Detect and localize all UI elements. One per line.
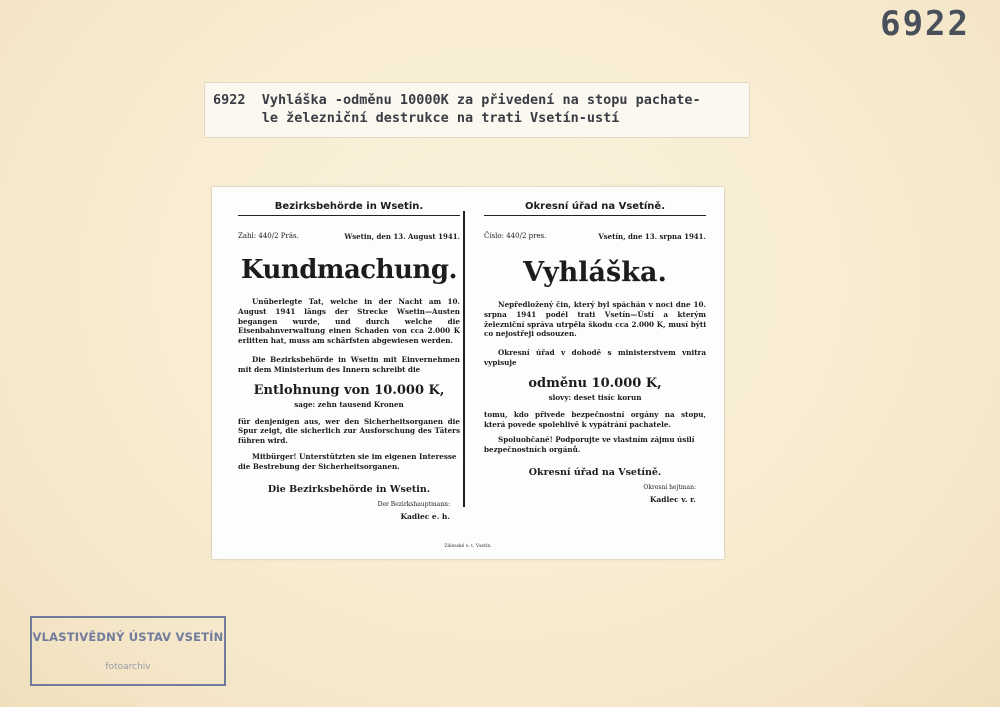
printer-imprint: Zálesské o. t. Vsetín. (444, 544, 492, 549)
stamp-line-1: VLASTIVĚDNÝ ÚSTAV VSETÍN (32, 630, 224, 644)
german-official (238, 501, 460, 521)
poster-document (212, 187, 724, 559)
czech-reward: odměnu 10.000 K, (528, 375, 662, 391)
column-divider (463, 211, 465, 507)
czech-paragraph-1: Nepředložený čin, který byl spáchán v noci dne 10. srpna 1941 podél trati Vsetín—Ústí a kterým železniční správa utrpěla škodu cca 2.000 K, musí býti co nejostřeji odsouzen. (484, 300, 706, 339)
german-reward: Entlohnung von 10.000 K, (253, 382, 445, 398)
german-column (238, 201, 460, 521)
czech-reward-words: slovy: deset tisíc korun (548, 392, 642, 402)
archive-number: 6922 (880, 4, 970, 44)
archive-stamp (30, 616, 226, 686)
czech-authority: Okresní úřad na Vsetíně. (484, 201, 706, 216)
german-title: Kundmachung. (240, 255, 458, 285)
german-appeal: Mitbürger! Unterstützten sie im eigenen Interesse die Bestrebung der Sicherheitsorganen. (238, 451, 457, 471)
german-official-name: Kadlec e. h. (400, 511, 450, 521)
czech-paragraph-3: tomu, kdo přivede bezpečnostní orgány na stopu, která povede spolehlivě k vypátrání pachatele. (484, 409, 706, 429)
german-signature: Die Bezirksbehörde in Wsetin. (267, 483, 431, 495)
czech-signature: Okresní úřad na Vsetíně. (528, 466, 662, 478)
czech-ref-row (484, 232, 706, 241)
german-paragraph-2: Die Bezirksbehörde in Wsetin mit Einvernehmen mit dem Ministerium des Innern schreibt die (238, 354, 460, 374)
german-reference: Zahl: 440/2 Präs. (238, 232, 299, 240)
czech-reference: Číslo: 440/2 pres. (484, 232, 547, 240)
german-official-title: Der Bezirkshauptmann: (377, 500, 450, 508)
czech-place-date: Vsetín, dne 13. srpna 1941. (598, 232, 706, 241)
stamp-line-2: fotoarchiv (105, 662, 151, 672)
german-authority: Bezirksbehörde in Wsetin. (238, 201, 460, 216)
czech-appeal: Spoluobčané! Podporujte ve vlastním zájmu úsilí bezpečnostních orgánů. (484, 435, 695, 455)
typed-caption-label: 6922 Vyhláška -odměnu 10000K za přivedení na stopu pachate- le železniční destrukce na trati Vsetín-ustí (204, 82, 750, 138)
german-reward-words: sage: zehn tausend Kronen (294, 399, 404, 409)
german-paragraph-1: Unüberlegte Tat, welche in der Nacht am 10. August 1941 längs der Strecke Wsetin—Austen begangen wurde, und durch welche die Eisenbahnverwaltung einen Schaden von cca 2.000 K erlitten hat, muss am schärfsten abgewiesen werden. (238, 297, 460, 346)
german-paragraph-3: für denjenigen aus, wer den Sicherheitsorganen die Spur zeigt, die sicherlich zur Ausforschung des Täters führen wird. (238, 416, 460, 446)
german-ref-row (238, 232, 460, 241)
czech-column (484, 201, 706, 504)
czech-paragraph-2: Okresní úřad v dohodě s ministerstvem vnitra vypisuje (484, 348, 706, 367)
czech-official (484, 484, 706, 504)
czech-official-name: Kadlec v. r. (649, 494, 696, 504)
czech-title: Vyhláška. (523, 257, 667, 288)
czech-official-title: Okresní hejtman: (643, 483, 696, 491)
german-place-date: Wsetin, den 13. August 1941. (344, 232, 460, 241)
